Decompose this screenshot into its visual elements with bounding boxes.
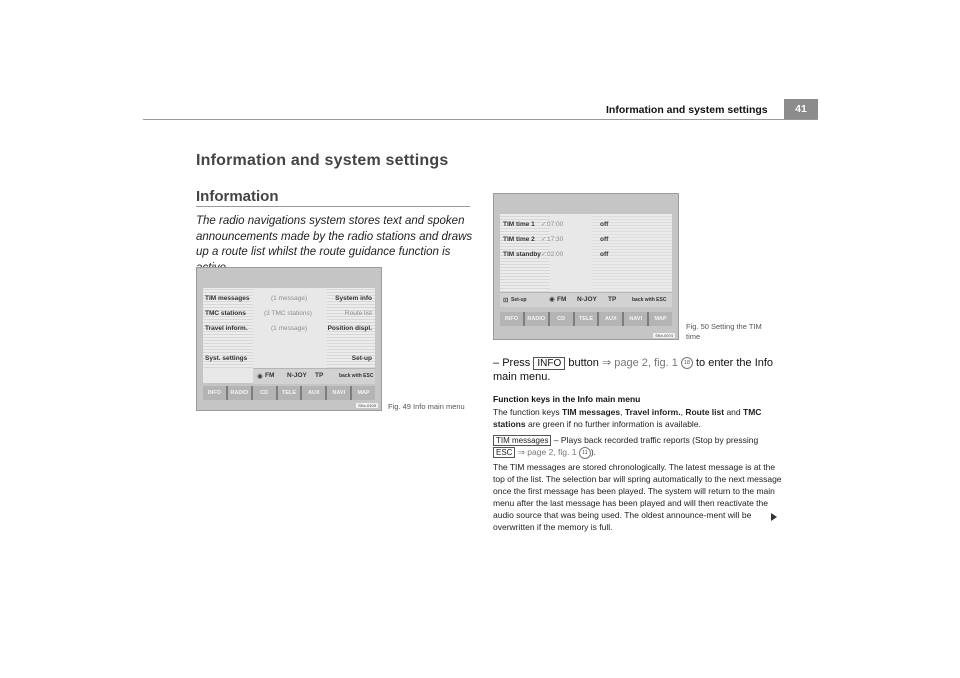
fig49-center-item: (1 message) (271, 325, 308, 332)
fig49-back: back with ESC (339, 373, 374, 379)
radio-icon: ◉ (257, 373, 263, 380)
step-press: Press (502, 357, 531, 369)
fig50-screen (493, 193, 679, 340)
function-keys-heading: Function keys in the Info main menu (493, 394, 641, 404)
fig49-left-item: Syst. settings (205, 355, 248, 362)
checkmark-icon: ✓ (541, 251, 547, 258)
setup-icon: ⊡ (503, 297, 509, 304)
fig49-right-item: Route list (344, 310, 372, 317)
section-title: Information (196, 188, 279, 205)
checkmark-icon: ✓ (541, 221, 547, 228)
fig50-row-label: TIM standby (503, 251, 541, 258)
fig50-tp: TP (608, 296, 617, 303)
fig49-tab: AUX (302, 386, 327, 400)
fig50-tab: CD (550, 312, 575, 326)
step-button: button (568, 357, 599, 369)
callout-number: 18 (681, 357, 693, 369)
fig49-tab: INFO (203, 386, 228, 400)
fig50-row-label: TIM time 2 (503, 236, 535, 243)
fig49-display (203, 288, 375, 383)
fig49-caption: Fig. 49 Info main menu (388, 402, 465, 411)
text: and (726, 407, 741, 417)
section-rule (196, 206, 470, 207)
fig50-tab: INFO (500, 312, 525, 326)
fig50-tab: AUX (599, 312, 624, 326)
next-page-arrow-icon (771, 513, 777, 521)
fig50-row-state: off (600, 221, 609, 228)
fig50-band: FM (557, 296, 567, 303)
key-name: TIM messages (562, 407, 621, 417)
function-keys-paragraph: The function keys TIM messages, Travel inform., Route list and TMC stations are green if no further information is available. (493, 407, 762, 429)
fig50-row-time: 17:30 (547, 236, 564, 243)
fig49-right-item: System info (335, 295, 372, 302)
fig50-caption-line1: Fig. 50 Setting the TIM (686, 322, 762, 331)
fig50-row-state: off (600, 251, 609, 258)
fig50-row-state: off (600, 236, 609, 243)
fig49-tp: TP (315, 372, 324, 379)
page-reference: ⇒ page 2, fig. 1 (601, 357, 678, 369)
fig49-right-item: Position displ. (327, 325, 372, 332)
text: ). (590, 447, 597, 457)
fig50-station: N-JOY (577, 296, 597, 303)
fig49-code: SKe-0109 (358, 403, 376, 408)
text: – Plays back recorded traffic reports (Stop by pressing (553, 435, 759, 445)
text: are green if no further information is available. (527, 419, 701, 429)
page-reference: ⇒ page 2, fig. 1 (517, 447, 577, 457)
text: The function keys (493, 407, 560, 417)
fig49-tab: NAVI (327, 386, 352, 400)
fig50-display (500, 214, 672, 306)
radio-icon: ◉ (549, 296, 555, 303)
step-dash: – (493, 357, 500, 369)
fig49-center-item: (3 TMC stations) (264, 310, 312, 317)
fig49-screen (196, 267, 382, 411)
fig50-row-label: TIM time 1 (503, 221, 535, 228)
callout-number: 11 (579, 447, 591, 459)
fig50-tab: MAP (654, 316, 667, 322)
fig49-left-item: TMC stations (205, 310, 246, 317)
fig49-right-item: Set-up (351, 355, 372, 362)
fig49-left-item: TIM messages (205, 295, 250, 302)
fig49-status-bar (253, 368, 375, 384)
fig50-tab: NAVI (624, 312, 649, 326)
fig49-tab: CD (253, 386, 278, 400)
fig50-tab-row (500, 312, 672, 326)
fig50-row-time: 07:00 (547, 221, 564, 228)
key-name: Route list (685, 407, 725, 417)
fig49-center-item: (1 message) (271, 295, 308, 302)
fig50-tab: TELE (575, 312, 600, 326)
fig50-row-time: 02:00 (547, 251, 564, 258)
fig50-tab: RADIO (525, 312, 550, 326)
fig49-tab: TELE (278, 386, 303, 400)
fig50-caption (686, 322, 762, 341)
fig50-back: back with ESC (632, 297, 667, 303)
esc-key: ESC (493, 447, 515, 458)
tim-messages-key: TIM messages (493, 435, 551, 446)
instruction-step (493, 356, 783, 384)
fig49-tab-row (203, 386, 375, 400)
fig49-station: N-JOY (287, 372, 307, 379)
fig50-code: SKe-0074 (655, 333, 673, 338)
page-number: 41 (784, 99, 818, 119)
fig49-band: FM (265, 372, 275, 379)
fig49-tab: RADIO (228, 386, 253, 400)
header-rule (143, 119, 818, 120)
chapter-title: Information and system settings (196, 152, 449, 169)
checkmark-icon: ✓ (541, 236, 547, 243)
fig50-setup: Set-up (511, 297, 527, 303)
intro-paragraph: The radio navigations system stores text and spoken announcements made by the radio stations and draws up a route list whilst the route guidance function is (196, 215, 473, 258)
tim-description-paragraph: The TIM messages are stored chronologically. The latest message is at the top of the list. The selection bar will spring automatically to the next message once the first message has been played. The system will return to the main menu after the last message has been played and will then reactivate the audio source that was being used. The oldest announce-ment will be overwritten if the memory is full. (493, 462, 782, 532)
running-header: Information and system settings (606, 104, 768, 116)
tim-messages-paragraph (493, 434, 783, 459)
fig50-status-bar (500, 292, 672, 307)
key-name: Travel inform. (624, 407, 681, 417)
fig49-tab: MAP (357, 390, 370, 396)
fig50-caption-line2: time (686, 331, 701, 341)
step-rest: to enter the Info main menu. (493, 357, 774, 383)
fig49-left-item: Travel inform. (205, 325, 248, 332)
key-name: TMC stations (493, 407, 762, 429)
info-key: INFO (533, 357, 565, 370)
